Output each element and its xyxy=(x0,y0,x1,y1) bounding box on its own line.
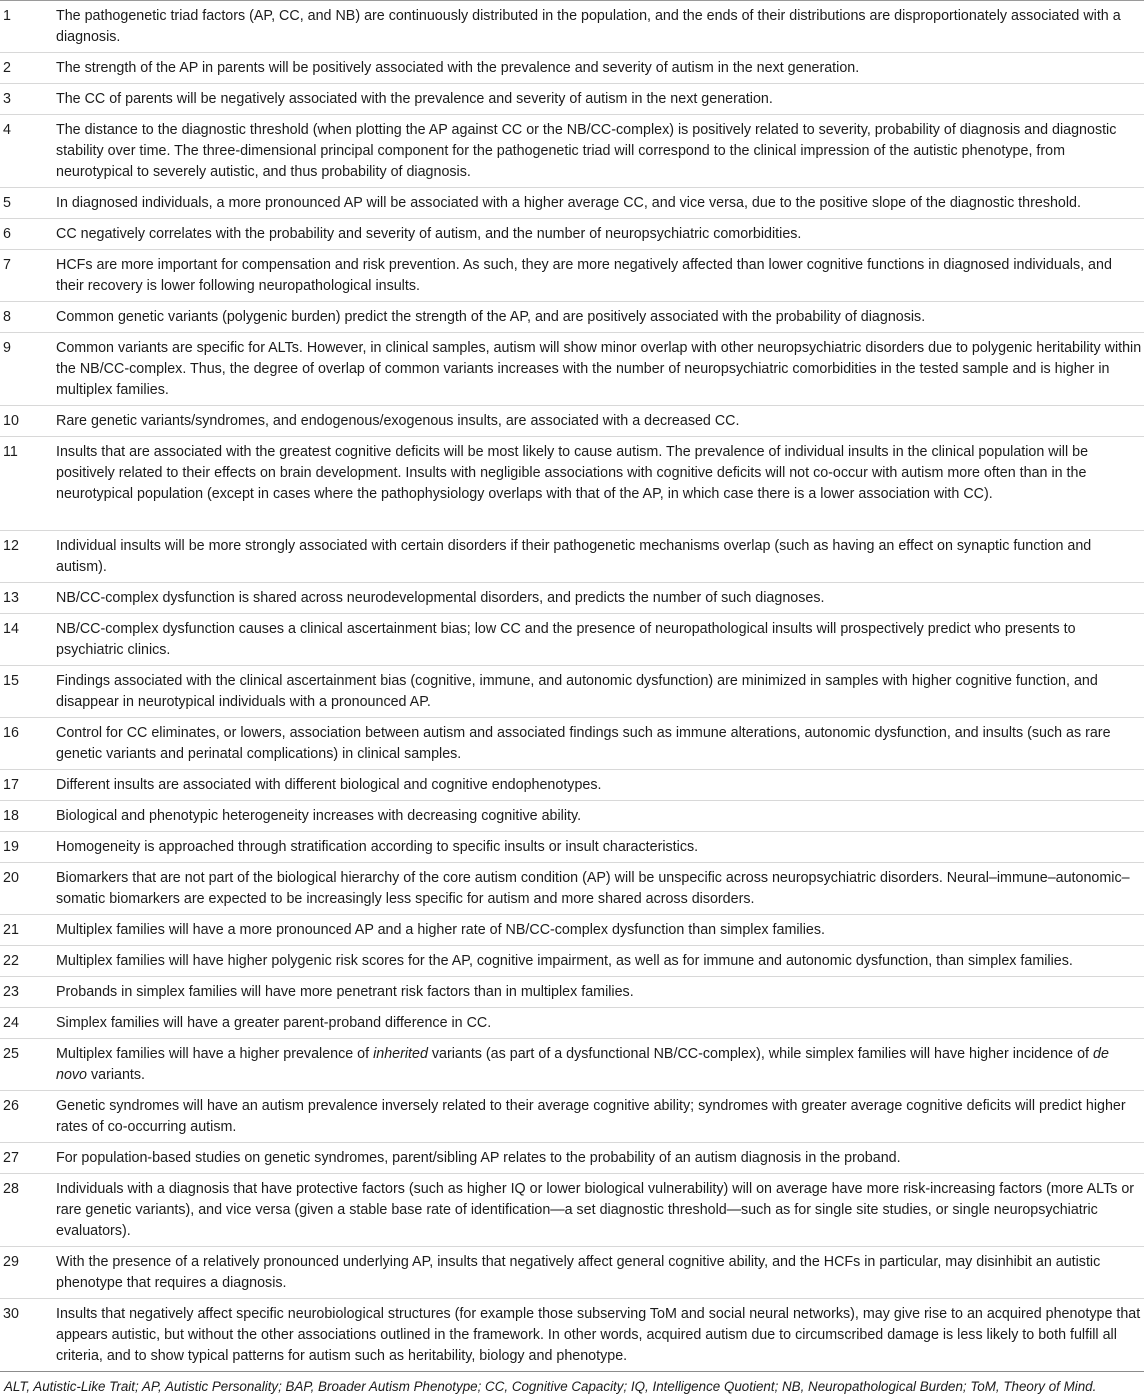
row-number: 16 xyxy=(3,725,19,741)
row-number: 5 xyxy=(3,195,11,211)
row-text-segment: Insults that negatively affect specific neurobiological structures (for example those subserving ToM and social neural networks), may give rise to an acquired phenotype that appears autistic, but without the other associations outlined in the framework. In other words, acquired autism due to circumscribed damage is less likely to both fulfill all criteria, and to show typical patterns for autism such as heritability, biology and phenotype. xyxy=(56,1306,1141,1364)
row-text xyxy=(56,806,1144,827)
row-number: 17 xyxy=(3,777,19,793)
row-text xyxy=(56,723,1144,765)
table-row xyxy=(0,115,1144,188)
table-row xyxy=(0,53,1144,84)
row-number: 21 xyxy=(3,922,19,938)
table-row xyxy=(0,406,1144,437)
table-row xyxy=(0,1247,1144,1299)
row-text xyxy=(56,193,1144,214)
row-number: 6 xyxy=(3,226,11,242)
row-text xyxy=(56,411,1144,432)
row-text xyxy=(56,1252,1144,1294)
row-text-segment: Findings associated with the clinical ascertainment bias (cognitive, immune, and autonomic dysfunction) are minimized in samples with higher cognitive function, and disappear in neurotypical individuals with a pronounced AP. xyxy=(56,673,1098,710)
row-text-segment: variants (as part of a dysfunctional NB/CC-complex), while simplex families will have higher incidence of xyxy=(427,1046,1093,1062)
row-text-segment: Common genetic variants (polygenic burden) predict the strength of the AP, and are positively associated with the probability of diagnosis. xyxy=(56,309,926,325)
row-text-segment: CC negatively correlates with the probability and severity of autism, and the number of neuropsychiatric comorbidities. xyxy=(56,226,802,242)
row-text-segment: With the presence of a relatively pronounced underlying AP, insults that negatively affect general cognitive ability, and the HCFs in particular, may disinhibit an autistic phenotype that requires a diagnosis. xyxy=(56,1254,1101,1291)
row-text xyxy=(56,868,1144,910)
table-footnote: ALT, Autistic-Like Trait; AP, Autistic Personality; BAP, Broader Autism Phenotype; CC, Cognitive Capacity; IQ, Intelligence Quotient; NB, Neuropathological Burden; ToM, Theory of Mind. xyxy=(4,1379,1097,1394)
table-row xyxy=(0,1091,1144,1143)
row-number: 22 xyxy=(3,953,19,969)
table-body xyxy=(0,1,1144,1372)
table-row xyxy=(0,1299,1144,1372)
row-number: 29 xyxy=(3,1254,19,1270)
table-row xyxy=(0,1174,1144,1247)
row-number: 20 xyxy=(3,870,19,886)
row-number: 7 xyxy=(3,257,11,273)
table-row xyxy=(0,1039,1144,1091)
row-text xyxy=(56,1044,1144,1086)
table-row xyxy=(0,946,1144,977)
row-number: 18 xyxy=(3,808,19,824)
row-number: 4 xyxy=(3,122,11,138)
row-text xyxy=(56,1096,1144,1138)
row-text xyxy=(56,58,1144,79)
table-row xyxy=(0,915,1144,946)
row-text xyxy=(56,255,1144,297)
row-number: 12 xyxy=(3,538,19,554)
row-number: 30 xyxy=(3,1306,19,1322)
row-number: 14 xyxy=(3,621,19,637)
table-row xyxy=(0,583,1144,614)
table-row xyxy=(0,801,1144,832)
row-text-segment: Control for CC eliminates, or lowers, association between autism and associated findings such as immune alterations, autonomic dysfunction, and insults (such as rare genetic variants and perinatal complications) in clinical samples. xyxy=(56,725,1111,762)
row-text xyxy=(56,775,1144,796)
row-number: 2 xyxy=(3,60,11,76)
row-number: 23 xyxy=(3,984,19,1000)
table-row xyxy=(0,666,1144,718)
row-text-segment: Common variants are specific for ALTs. However, in clinical samples, autism will show minor overlap with other neuropsychiatric disorders due to polygenic heritability within the NB/CC-complex. Thus, the degree of overlap of common variants increases with the number of neuropsychiatric comorbidities in the tested sample and is higher in multiplex families. xyxy=(56,340,1142,398)
row-text-segment: NB/CC-complex dysfunction is shared across neurodevelopmental disorders, and predicts the number of such diagnoses. xyxy=(56,590,825,606)
row-text-segment: Probands in simplex families will have more penetrant risk factors than in multiplex families. xyxy=(56,984,634,1000)
row-number: 25 xyxy=(3,1046,19,1062)
table-row xyxy=(0,614,1144,666)
table-row xyxy=(0,1,1144,53)
row-text-segment: Rare genetic variants/syndromes, and endogenous/exogenous insults, are associated with a decreased CC. xyxy=(56,413,740,429)
table-row xyxy=(0,832,1144,863)
row-text-segment: The strength of the AP in parents will be positively associated with the prevalence and severity of autism in the next generation. xyxy=(56,60,860,76)
row-text-italic: de novo xyxy=(56,1046,1109,1083)
row-text xyxy=(56,1013,1144,1034)
row-text-segment: NB/CC-complex dysfunction causes a clinical ascertainment bias; low CC and the presence of neuropathological insults will prospectively predict who presents to psychiatric clinics. xyxy=(56,621,1076,658)
row-text xyxy=(56,224,1144,245)
row-number: 13 xyxy=(3,590,19,606)
row-text xyxy=(56,588,1144,609)
row-text-segment: The CC of parents will be negatively associated with the prevalence and severity of autism in the next generation. xyxy=(56,91,773,107)
row-text xyxy=(56,1148,1144,1169)
table-row xyxy=(0,84,1144,115)
table-row xyxy=(0,219,1144,250)
row-number: 10 xyxy=(3,413,19,429)
row-text-segment: Individuals with a diagnosis that have protective factors (such as higher IQ or lower biological vulnerability) will on average have more risk-increasing factors (more ALTs or rare genetic variants), and vice versa (given a stable base rate of identification—a set diagnostic threshold—such as for single site studies, or single neuropsychiatric evaluators). xyxy=(56,1181,1135,1239)
row-text-segment: Homogeneity is approached through stratification according to specific insults or insult characteristics. xyxy=(56,839,699,855)
row-number: 1 xyxy=(3,8,11,24)
row-number: 11 xyxy=(3,444,18,460)
row-text xyxy=(56,1304,1144,1367)
row-number: 8 xyxy=(3,309,11,325)
row-text xyxy=(56,307,1144,328)
row-text xyxy=(56,6,1144,48)
row-text-segment: The pathogenetic triad factors (AP, CC, and NB) are continuously distributed in the population, and the ends of their distributions are disproportionately associated with a diagnosis. xyxy=(56,8,1121,45)
row-text-segment: Biological and phenotypic heterogeneity increases with decreasing cognitive ability. xyxy=(56,808,582,824)
row-text-italic: inherited xyxy=(373,1046,428,1062)
table-row xyxy=(0,333,1144,406)
table-row xyxy=(0,437,1144,531)
table-row xyxy=(0,302,1144,333)
row-text xyxy=(56,951,1144,972)
row-number: 28 xyxy=(3,1181,19,1197)
row-text-segment: variants. xyxy=(87,1067,146,1083)
row-text xyxy=(56,982,1144,1003)
row-text xyxy=(56,1179,1144,1242)
row-text-segment: Different insults are associated with different biological and cognitive endophenotypes. xyxy=(56,777,602,793)
row-text xyxy=(56,120,1144,183)
row-text xyxy=(56,89,1144,110)
row-text-segment: Multiplex families will have a higher prevalence of xyxy=(56,1046,374,1062)
row-text xyxy=(56,920,1144,941)
row-number: 24 xyxy=(3,1015,19,1031)
row-text-segment: Genetic syndromes will have an autism prevalence inversely related to their average cognitive ability; syndromes with greater average cognitive deficits will predict higher rates of co-occurring autism. xyxy=(56,1098,1126,1135)
row-number: 15 xyxy=(3,673,19,689)
row-text-segment: Insults that are associated with the greatest cognitive deficits will be most likely to cause autism. The prevalence of individual insults in the clinical population will be positively related to their effects on brain development. Insults with negligible associations with cognitive deficits will not co-occur with autism more often than in the neurotypical population (except in cases where the pathophysiology overlaps with that of the AP, in which case there is a lower association with CC). xyxy=(56,444,1089,502)
table-row xyxy=(0,1143,1144,1174)
row-text xyxy=(56,442,1144,505)
row-text-segment: Simplex families will have a greater parent-proband difference in CC. xyxy=(56,1015,492,1031)
row-text xyxy=(56,837,1144,858)
row-text xyxy=(56,619,1144,661)
row-number: 3 xyxy=(3,91,11,107)
row-text-segment: HCFs are more important for compensation and risk prevention. As such, they are more negatively affected than lower cognitive functions in diagnosed individuals, and their recovery is lower following neuropathological insults. xyxy=(56,257,1112,294)
row-text-segment: In diagnosed individuals, a more pronounced AP will be associated with a higher average CC, and vice versa, due to the positive slope of the diagnostic threshold. xyxy=(56,195,1081,211)
row-text-segment: Biomarkers that are not part of the biological hierarchy of the core autism condition (AP) will be unspecific across neuropsychiatric disorders. Neural–immune–autonomic–somatic biomarkers are expected to be increasingly less specific for autism and more shared across disorders. xyxy=(56,870,1130,907)
row-number: 27 xyxy=(3,1150,19,1166)
row-text-segment: The distance to the diagnostic threshold (when plotting the AP against CC or the NB/CC-complex) is positively related to severity, probability of diagnosis and diagnostic stability over time. The three-dimensional principal component for the pathogenetic triad will correspond to the clinical impression of the autistic phenotype, from neurotypical to severely autistic, and thus probability of diagnosis. xyxy=(56,122,1117,180)
table-row xyxy=(0,863,1144,915)
table-row xyxy=(0,718,1144,770)
row-text-segment: Multiplex families will have higher polygenic risk scores for the AP, cognitive impairment, as well as for immune and autonomic dysfunction, than simplex families. xyxy=(56,953,1073,969)
row-text xyxy=(56,671,1144,713)
row-text xyxy=(56,536,1144,578)
row-text-segment: For population-based studies on genetic syndromes, parent/sibling AP relates to the probability of an autism diagnosis in the proband. xyxy=(56,1150,901,1166)
table-row xyxy=(0,977,1144,1008)
row-text xyxy=(56,338,1144,401)
table-row xyxy=(0,250,1144,302)
table-row xyxy=(0,531,1144,583)
row-number: 26 xyxy=(3,1098,19,1114)
row-text-segment: Individual insults will be more strongly associated with certain disorders if their pathogenetic mechanisms overlap (such as having an effect on synaptic function and autism). xyxy=(56,538,1092,575)
row-text-segment: Multiplex families will have a more pronounced AP and a higher rate of NB/CC-complex dysfunction than simplex families. xyxy=(56,922,825,938)
table-row xyxy=(0,770,1144,801)
row-number: 19 xyxy=(3,839,19,855)
row-number: 9 xyxy=(3,340,11,356)
table-row xyxy=(0,188,1144,219)
table-row xyxy=(0,1008,1144,1039)
